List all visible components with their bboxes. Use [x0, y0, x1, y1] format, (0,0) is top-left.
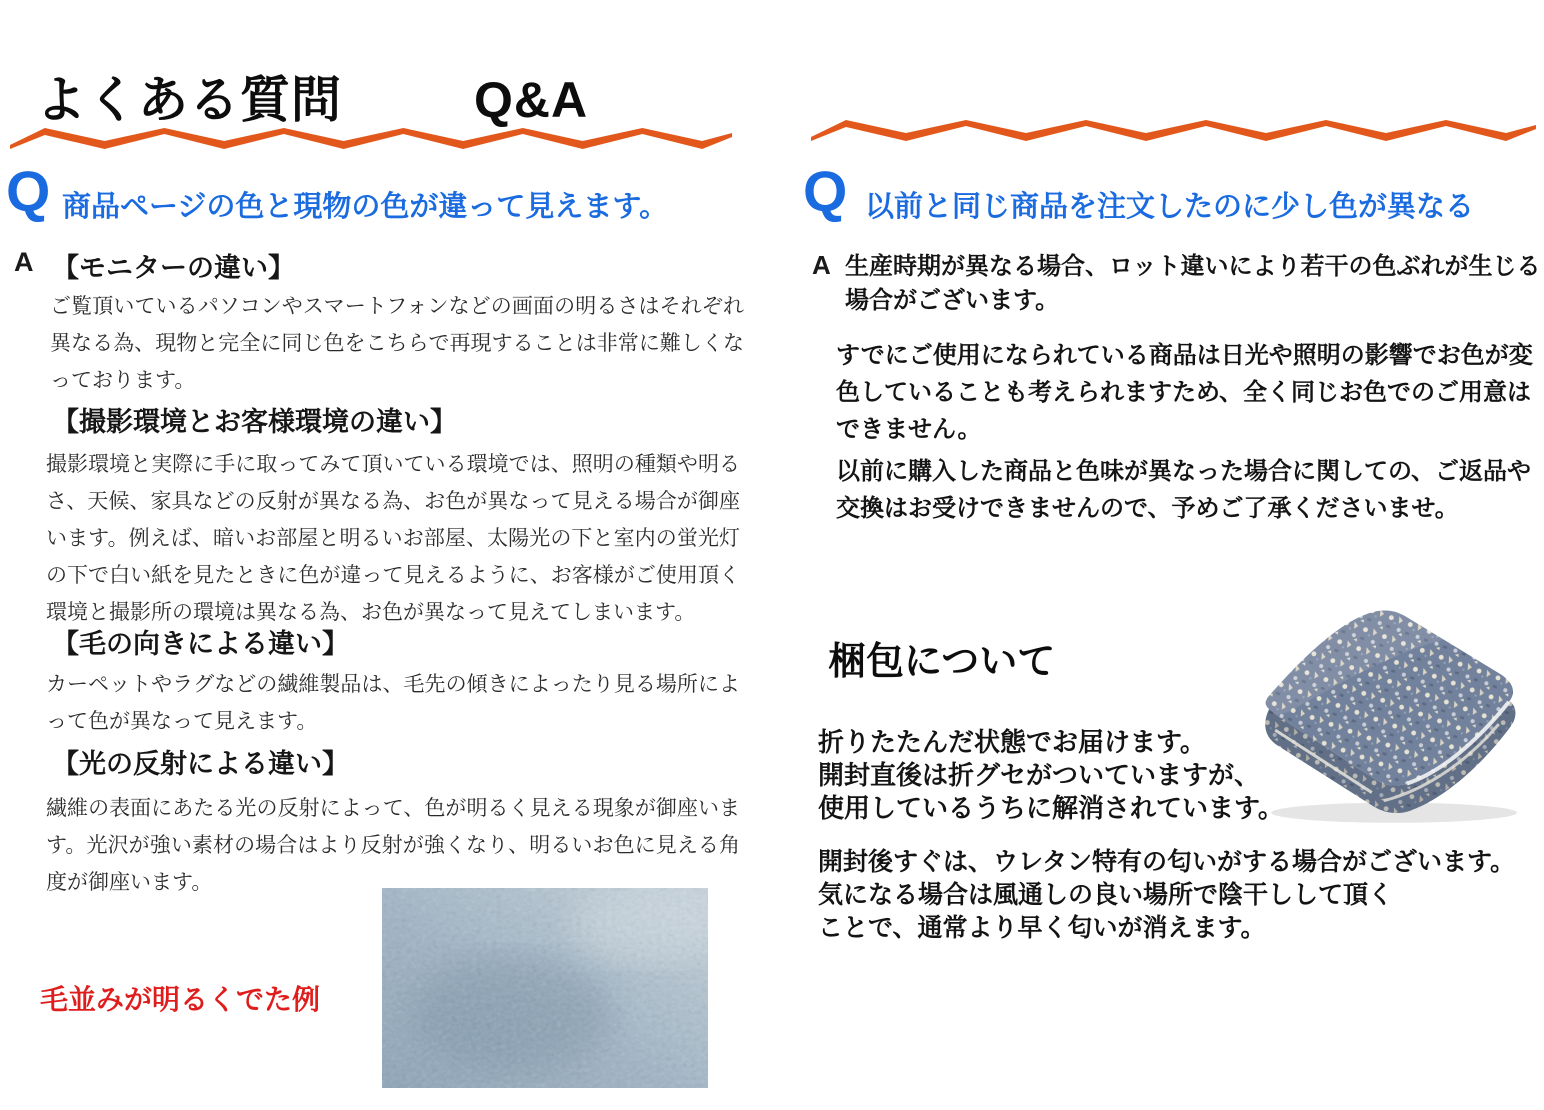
packing-line: 開封後すぐは、ウレタン特有の匂いがする場合がございます。	[818, 848, 1516, 876]
answer-paragraph-discoloration	[836, 337, 1533, 448]
zigzag-divider-left-icon	[10, 122, 732, 154]
section-heading-monitor: 【モニターの違い】	[52, 253, 295, 283]
paragraph-line: すでにご使用になられている商品は日光や照明の影響でお色が変	[836, 342, 1533, 369]
paragraph-line: 交換はお受けできませんので、予めご了承くださいませ。	[836, 495, 1459, 522]
paragraph-line: 色していることも考えられますため、全く同じお色でのご用意は	[836, 379, 1532, 406]
section-body-pile-direction: カーペットやラグなどの繊維製品は、毛先の傾きによったり見る場所によって色が異なって見えます。	[46, 673, 740, 733]
section-heading-environment: 【撮影環境とお客様環境の違い】	[52, 407, 457, 437]
section-body-environment: 撮影環境と実際に手に取ってみて頂いている環境では、照明の種類や明るさ、天候、家具などの反射が異なる為、お色が異なって見える場合が御座います。例えば、暗いお部屋と明るいお部屋、太陽光の下と室内の蛍光灯の下で白い紙を見たときに色が違って見えるように、お客様がご使用頂く環境と撮影所の環境は異なる為、お色が異なって見えてしまいます。	[46, 453, 740, 624]
question-text-left: 商品ページの色と現物の色が違って見えます。	[62, 191, 669, 223]
packing-line: 使用しているうちに解消されています。	[818, 793, 1284, 823]
answer-line: 場合がございます。	[845, 287, 1060, 314]
packing-line: 気になる場合は風通しの良い場所で陰干しして頂く	[818, 881, 1394, 909]
section-heading-pile-direction: 【毛の向きによる違い】	[52, 629, 349, 659]
paragraph-line: できません。	[836, 416, 982, 443]
question-mark-right: Q	[803, 160, 848, 224]
packing-delivery-note	[818, 726, 1284, 825]
packing-smell-note	[818, 846, 1515, 945]
zigzag-divider-right-icon	[810, 114, 1537, 146]
carpet-texture-image	[382, 888, 708, 1088]
answer-paragraph-no-returns	[836, 453, 1531, 527]
section-body-monitor: ご覧頂いているパソコンやスマートフォンなどの画面の明るさはそれぞれ異なる為、現物と完全に同じ色をこちらで再現することは非常に難しくなっております。	[50, 295, 744, 392]
answer-mark-right: A	[812, 250, 831, 280]
answer-mark-left: A	[14, 247, 34, 277]
question-text-right: 以前と同じ商品を注文したのに少し色が異なる	[865, 191, 1475, 223]
question-mark-left: Q	[6, 160, 51, 224]
packing-line: ことで、通常より早く匂いが消えます。	[818, 914, 1266, 942]
bright-pile-example-caption: 毛並みが明るくでた例	[40, 984, 321, 1015]
packing-section-heading: 梱包について	[828, 641, 1056, 683]
page-title-qa-suffix: Q&A	[474, 72, 589, 128]
packing-line: 折りたたんだ状態でお届けます。	[818, 727, 1206, 757]
section-heading-light-reflection: 【光の反射による違い】	[52, 749, 349, 779]
page-title-text: よくある質問	[36, 72, 342, 128]
answer-text-right	[845, 250, 1541, 318]
paragraph-line: 以前に購入した商品と色味が異なった場合に関しての、ご返品や	[836, 458, 1532, 485]
packing-line: 開封直後は折グセがついていますが、	[818, 760, 1261, 790]
section-body-light-reflection: 繊維の表面にあたる光の反射によって、色が明るく見える現象が御座います。光沢が強い素材の場合はより反射が強くなり、明るいお色に見える角度が御座います。	[46, 797, 740, 894]
folded-rug-image	[1243, 600, 1527, 826]
answer-line: 生産時期が異なる場合、ロット違いにより若干の色ぶれが生じる	[845, 253, 1541, 280]
